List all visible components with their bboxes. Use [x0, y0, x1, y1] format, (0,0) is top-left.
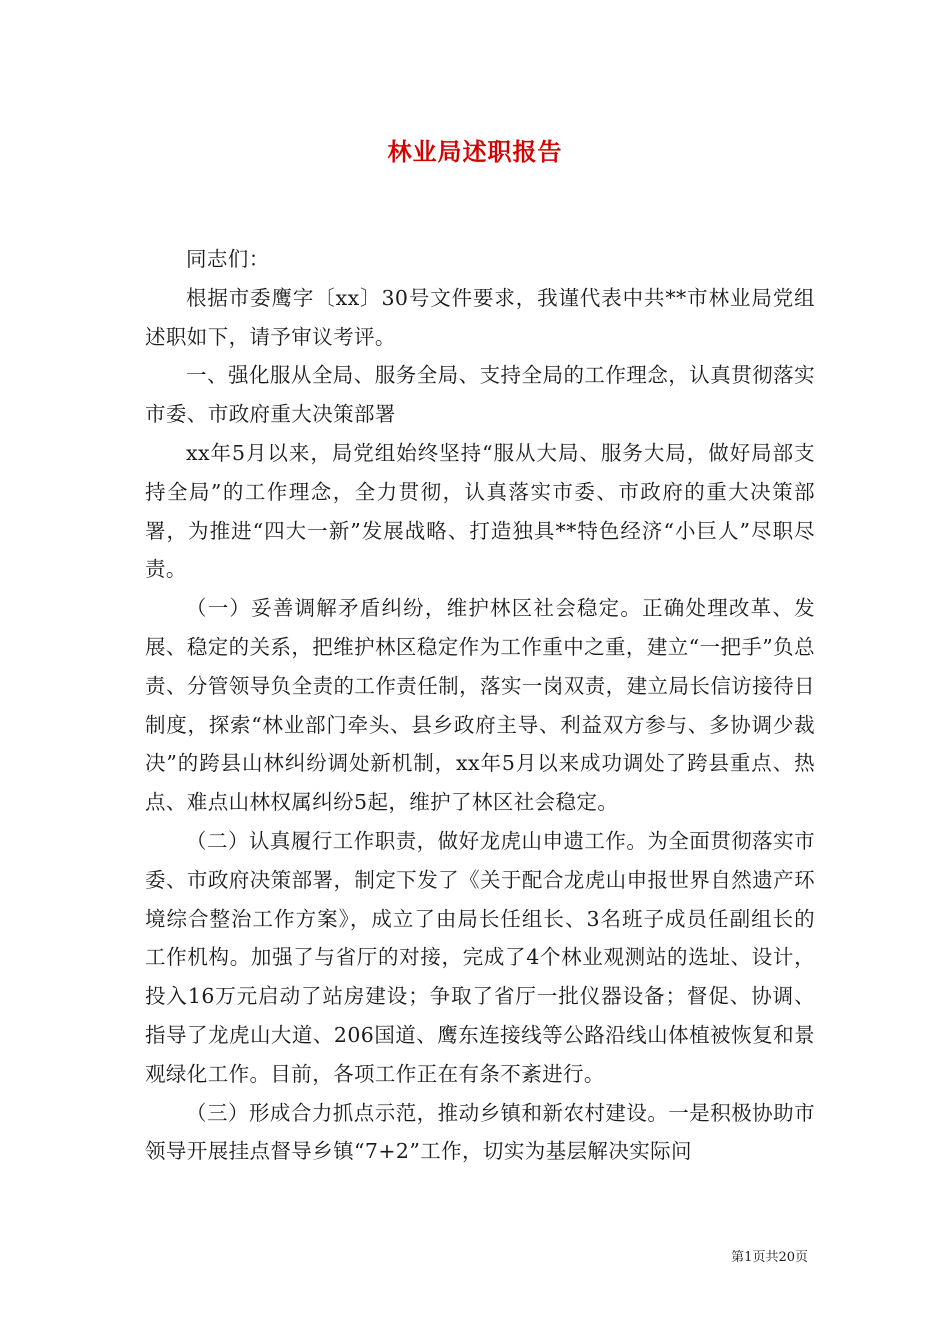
- body-paragraph: （一）妥善调解矛盾纠纷，维护林区社会稳定。正确处理改革、发展、稳定的关系，把维护林区稳定作为工作重中之重，建立“一把手”负总责、分管领导负全责的工作责任制，落实一岗双责，建立局长信访接待日制度，探索“林业部门牵头、县乡政府主导、利益双方参与、多协调少裁决”的跨县山林纠纷调处新机制，xx年5月以来成功调处了跨县重点、热点、难点山林权属纠纷5起，维护了林区社会稳定。: [145, 596, 815, 815]
- body-paragraph: （三）形成合力抓点示范，推动乡镇和新农村建设。一是积极协助市领导开展挂点督导乡镇“7+2”工作，切实为基层解决实际问: [145, 1100, 815, 1164]
- document-body: [145, 240, 815, 1171]
- page-number: 第1页共20页: [731, 1250, 808, 1265]
- body-paragraph: xx年5月以来，局党组始终坚持“服从大局、服务大局，做好局部支持全局”的工作理念，全力贯彻，认真落实市委、市政府的重大决策部署，为推进“四大一新”发展战略、打造独具**特色经济“小巨人”尽职尽责。: [145, 440, 815, 582]
- body-paragraph: （二）认真履行工作职责，做好龙虎山申遗工作。为全面贯彻落实市委、市政府决策部署，制定下发了《关于配合龙虎山申报世界自然遗产环境综合整治工作方案》，成立了由局长任组长、3名班子成员任副组长的工作机构。加强了与省厅的对接，完成了4个林业观测站的选址、设计，投入16万元启动了站房建设；争取了省厅一批仪器设备；督促、协调、指导了龙虎山大道、206国道、鹰东连接线等公路沿线山体植被恢复和景观绿化工作。目前，各项工作正在有条不紊进行。: [145, 828, 815, 1086]
- section-heading-1: 一、强化服从全局、服务全局、支持全局的工作理念，认真贯彻落实市委、市政府重大决策部署: [145, 363, 815, 427]
- intro-paragraph: 根据市委鹰字〔xx〕30号文件要求，我谨代表中共**市林业局党组述职如下，请予审议考评。: [145, 285, 815, 349]
- document-title: 林业局述职报告: [387, 137, 563, 166]
- greeting-paragraph: 同志们：: [186, 247, 270, 271]
